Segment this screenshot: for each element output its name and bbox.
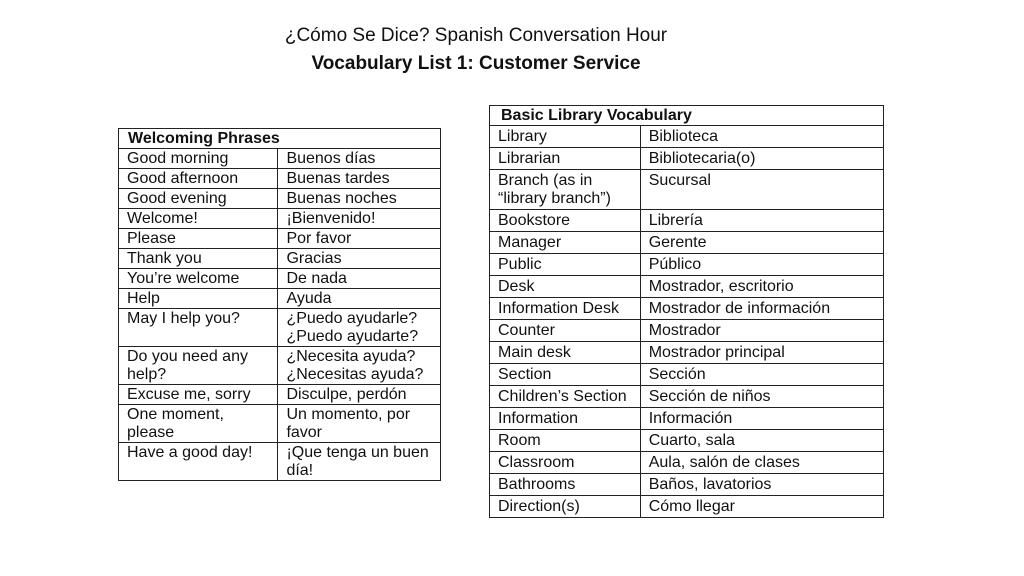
table-row bbox=[490, 148, 884, 170]
english-cell: Help bbox=[119, 289, 278, 309]
table-row bbox=[119, 347, 441, 385]
table-row bbox=[490, 474, 884, 496]
table-header-row bbox=[119, 129, 441, 149]
table-row bbox=[490, 320, 884, 342]
spanish-cell: Buenas tardes bbox=[278, 169, 441, 189]
spanish-cell: Mostrador, escritorio bbox=[640, 276, 883, 298]
spanish-cell: Aula, salón de clases bbox=[640, 452, 883, 474]
spanish-cell: Baños, lavatorios bbox=[640, 474, 883, 496]
spanish-cell: Buenos días bbox=[278, 149, 441, 169]
spanish-cell: Disculpe, perdón bbox=[278, 385, 441, 405]
table-row bbox=[490, 170, 884, 210]
english-cell: Librarian bbox=[490, 148, 641, 170]
page-title: ¿Cómo Se Dice? Spanish Conversation Hour bbox=[284, 25, 668, 46]
spanish-cell: Información bbox=[640, 408, 883, 430]
english-cell: Thank you bbox=[119, 249, 278, 269]
table-row bbox=[490, 342, 884, 364]
english-cell: Good morning bbox=[119, 149, 278, 169]
english-cell: Room bbox=[490, 430, 641, 452]
spanish-cell: Biblioteca bbox=[640, 126, 883, 148]
english-cell: Classroom bbox=[490, 452, 641, 474]
table-row bbox=[119, 249, 441, 269]
welcoming-phrases-table bbox=[118, 128, 441, 481]
spanish-cell: Mostrador bbox=[640, 320, 883, 342]
spanish-cell: Público bbox=[640, 254, 883, 276]
spanish-cell: Por favor bbox=[278, 229, 441, 249]
english-cell: Children’s Section bbox=[490, 386, 641, 408]
spanish-cell: ¿Necesita ayuda? ¿Necesitas ayuda? bbox=[278, 347, 441, 385]
table-row bbox=[490, 298, 884, 320]
table-row bbox=[490, 364, 884, 386]
library-vocabulary-table bbox=[489, 105, 884, 518]
table-row bbox=[119, 169, 441, 189]
table-row bbox=[119, 209, 441, 229]
english-cell: Bathrooms bbox=[490, 474, 641, 496]
english-cell: Welcome! bbox=[119, 209, 278, 229]
english-cell: Bookstore bbox=[490, 210, 641, 232]
page-subtitle: Vocabulary List 1: Customer Service bbox=[311, 53, 641, 74]
spanish-cell: Cómo llegar bbox=[640, 496, 883, 518]
spanish-cell: ¡Que tenga un buen día! bbox=[278, 443, 441, 481]
table-header-row bbox=[490, 106, 884, 126]
spanish-cell: Un momento, por favor bbox=[278, 405, 441, 443]
spanish-cell: Sección bbox=[640, 364, 883, 386]
spanish-cell: Gerente bbox=[640, 232, 883, 254]
table-row bbox=[490, 408, 884, 430]
spanish-cell: Buenas noches bbox=[278, 189, 441, 209]
spanish-cell: Librería bbox=[640, 210, 883, 232]
table-row bbox=[119, 269, 441, 289]
spanish-cell: Ayuda bbox=[278, 289, 441, 309]
table-row bbox=[490, 276, 884, 298]
spanish-cell: Gracias bbox=[278, 249, 441, 269]
english-cell: Do you need any help? bbox=[119, 347, 278, 385]
english-cell: Desk bbox=[490, 276, 641, 298]
spanish-cell: Mostrador principal bbox=[640, 342, 883, 364]
english-cell: Library bbox=[490, 126, 641, 148]
table-row bbox=[490, 254, 884, 276]
spanish-cell: Bibliotecaria(o) bbox=[640, 148, 883, 170]
table-row bbox=[490, 210, 884, 232]
table-row bbox=[490, 452, 884, 474]
spanish-cell: Sucursal bbox=[640, 170, 883, 210]
welcoming-phrases-heading: Welcoming Phrases bbox=[119, 129, 441, 149]
english-cell: Counter bbox=[490, 320, 641, 342]
english-cell: Good evening bbox=[119, 189, 278, 209]
english-cell: Good afternoon bbox=[119, 169, 278, 189]
english-cell: Branch (as in “library branch”) bbox=[490, 170, 641, 210]
spanish-cell: Cuarto, sala bbox=[640, 430, 883, 452]
spanish-cell: Sección de niños bbox=[640, 386, 883, 408]
table-row bbox=[119, 289, 441, 309]
english-cell: Direction(s) bbox=[490, 496, 641, 518]
english-cell: Main desk bbox=[490, 342, 641, 364]
table-row bbox=[119, 229, 441, 249]
table-row bbox=[490, 496, 884, 518]
table-row bbox=[490, 232, 884, 254]
table-row bbox=[119, 443, 441, 481]
table-row bbox=[119, 385, 441, 405]
english-cell: Have a good day! bbox=[119, 443, 278, 481]
english-cell: Public bbox=[490, 254, 641, 276]
spanish-cell: ¡Bienvenido! bbox=[278, 209, 441, 229]
table-row bbox=[490, 126, 884, 148]
english-cell: Information Desk bbox=[490, 298, 641, 320]
english-cell: One moment, please bbox=[119, 405, 278, 443]
english-cell: Please bbox=[119, 229, 278, 249]
english-cell: You’re welcome bbox=[119, 269, 278, 289]
table-row bbox=[119, 309, 441, 347]
english-cell: Section bbox=[490, 364, 641, 386]
english-cell: Excuse me, sorry bbox=[119, 385, 278, 405]
table-row bbox=[119, 189, 441, 209]
english-cell: Information bbox=[490, 408, 641, 430]
english-cell: Manager bbox=[490, 232, 641, 254]
table-row bbox=[490, 386, 884, 408]
library-vocabulary-heading: Basic Library Vocabulary bbox=[490, 106, 884, 126]
spanish-cell: Mostrador de información bbox=[640, 298, 883, 320]
spanish-cell: De nada bbox=[278, 269, 441, 289]
table-row bbox=[119, 149, 441, 169]
table-row bbox=[490, 430, 884, 452]
spanish-cell: ¿Puedo ayudarle? ¿Puedo ayudarte? bbox=[278, 309, 441, 347]
english-cell: May I help you? bbox=[119, 309, 278, 347]
table-row bbox=[119, 405, 441, 443]
